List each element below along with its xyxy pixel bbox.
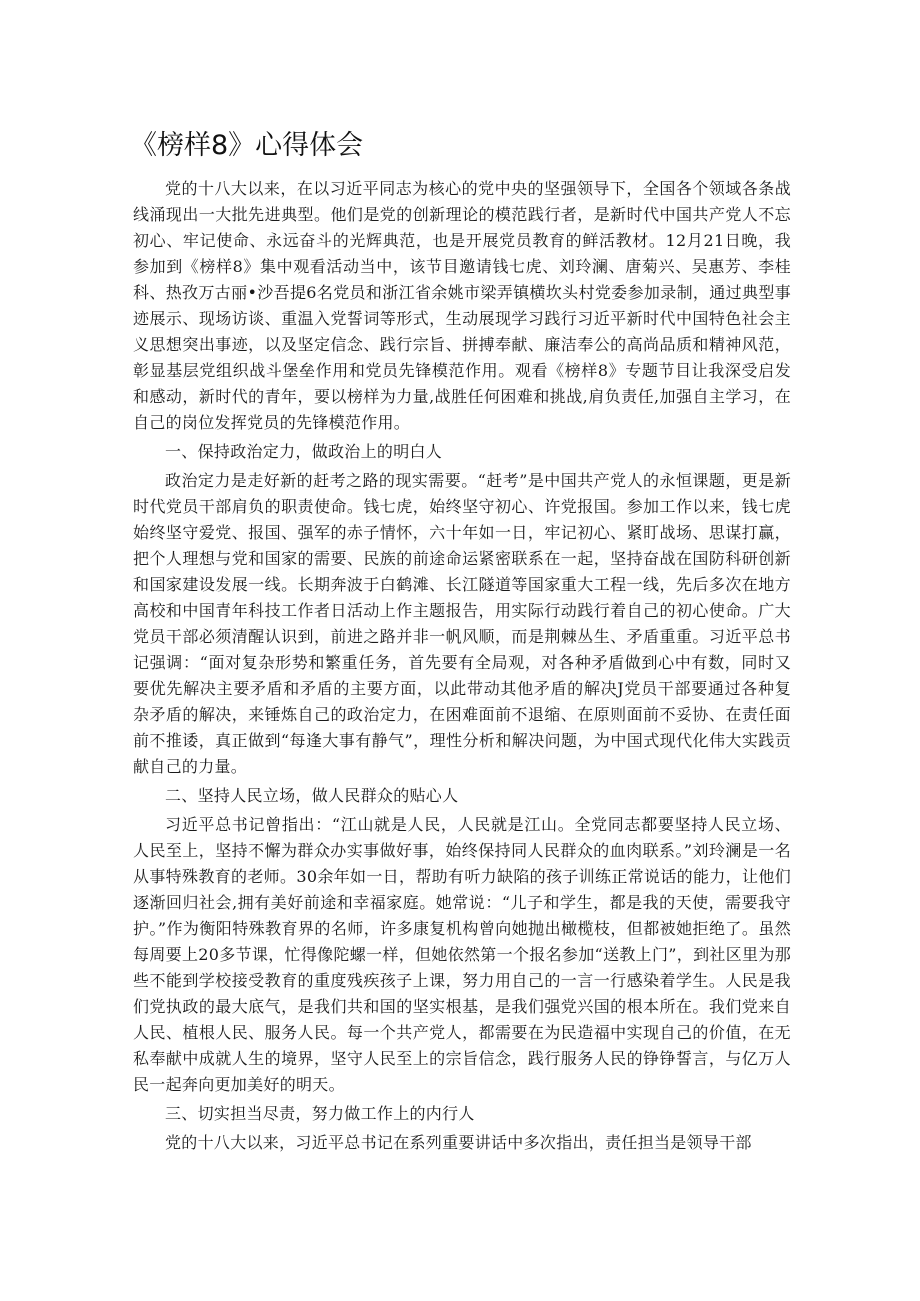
paragraph-section-3: 党的十八大以来，习近平总书记在系列重要讲话中多次指出，责任担当是领导干部	[165, 1133, 752, 1152]
document-body	[133, 176, 791, 1159]
document-title: 《榜样8》心得体会	[130, 130, 364, 161]
paragraph-intro: 党的十八大以来，在以习近平同志为核心的党中央的坚强领导下，全国各个领域各条战线涌现出一大批先进典型。他们是党的创新理论的模范践行者，是新时代中国共产党人不忘初心、牢记使命、永远奋斗的光辉典范，也是开展党员教育的鲜活教材。12月21日晚，我参加到《榜样8》集中观看活动当中，该节目邀请钱七虎、刘玲澜、唐菊兴、吴惠芳、李桂科、热孜万古丽•沙吾提6名党员和浙江省余姚市梁弄镇横坎头村党委参加录制，通过典型事迹展示、现场访谈、重温入党誓词等形式，生动展现学习践行习近平新时代中国特色社会主义思想突出事迹，以及坚定信念、践行宗旨、拼搏奉献、廉洁奉公的高尚品质和精神风范，彰显基层党组织战斗堡垒作用和党员先锋模范作用。观看《榜样8》专题节目让我深受启发和感动，新时代的青年，要以榜样为力量,战胜任何困难和挑战,肩负责任,加强自主学习，在自己的岗位发挥党员的先锋模范作用。	[133, 179, 791, 432]
section-heading-1: 一、保持政治定力，做政治上的明白人	[165, 442, 443, 461]
paragraph-section-2: 习近平总书记曾指出：“江山就是人民，人民就是江山。全党同志都要坚持人民立场、人民至上，坚持不懈为群众办实事做好事，始终保持同人民群众的血肉联系。”刘玲澜是一名从事特殊教育的老师。30余年如一日，帮助有听力缺陷的孩子训练正常说话的能力，让他们逐渐回归社会,拥有美好前途和幸福家庭。她常说：“儿子和学生，都是我的天使，需要我守护。”作为衡阳特殊教育界的名师，许多康复机构曾向她抛出橄榄枝，但都被她拒绝了。虽然每周要上20多节课，忙得像陀螺一样，但她依然第一个报名参加“送教上门”，到社区里为那些不能到学校接受教育的重度残疾孩子上课，努力用自己的一言一行感染着学生。人民是我们党执政的最大底气，是我们共和国的坚实根基，是我们强党兴国的根本所在。我们党来自人民、植根人民、服务人民。每一个共产党人，都需要在为民造福中实现自己的价值，在无私奉献中成就人生的境界，坚守人民至上的宗旨信念，践行服务人民的铮铮誓言，与亿万人民一起奔向更加美好的明天。	[133, 815, 791, 1094]
section-heading-2: 二、坚持人民立场，做人民群众的贴心人	[165, 786, 459, 805]
section-heading-3: 三、切实担当尽责，努力做工作上的内行人	[165, 1104, 475, 1123]
paragraph-section-1: 政治定力是走好新的赶考之路的现实需要。“赶考”是中国共产党人的永恒课题，更是新时代党员干部肩负的职责使命。钱七虎，始终坚守初心、许党报国。参加工作以来，钱七虎始终坚守爱党、报国、强军的赤子情怀，六十年如一日，牢记初心、紧盯战场、思谋打赢，把个人理想与党和国家的需要、民族的前途命运紧密联系在一起，坚持奋战在国防科研创新和国家建设发展一线。长期奔波于白鹤滩、长江隧道等国家重大工程一线，先后多次在地方高校和中国青年科技工作者日活动上作主题报告，用实际行动践行着自己的初心使命。广大党员干部必须清醒认识到，前进之路并非一帆风顺，而是荆棘丛生、矛盾重重。习近平总书记强调：“面对复杂形势和繁重任务，首先要有全局观，对各种矛盾做到心中有数，同时又要优先解决主要矛盾和矛盾的主要方面，以此带动其他矛盾的解决J党员干部要通过各种复杂矛盾的解决，来锤炼自己的政治定力，在困难面前不退缩、在原则面前不妥协、在责任面前不推诿，真正做到“每逢大事有静气”，理性分析和解决问题，为中国式现代化伟大实践贡献自己的力量。	[133, 471, 791, 776]
